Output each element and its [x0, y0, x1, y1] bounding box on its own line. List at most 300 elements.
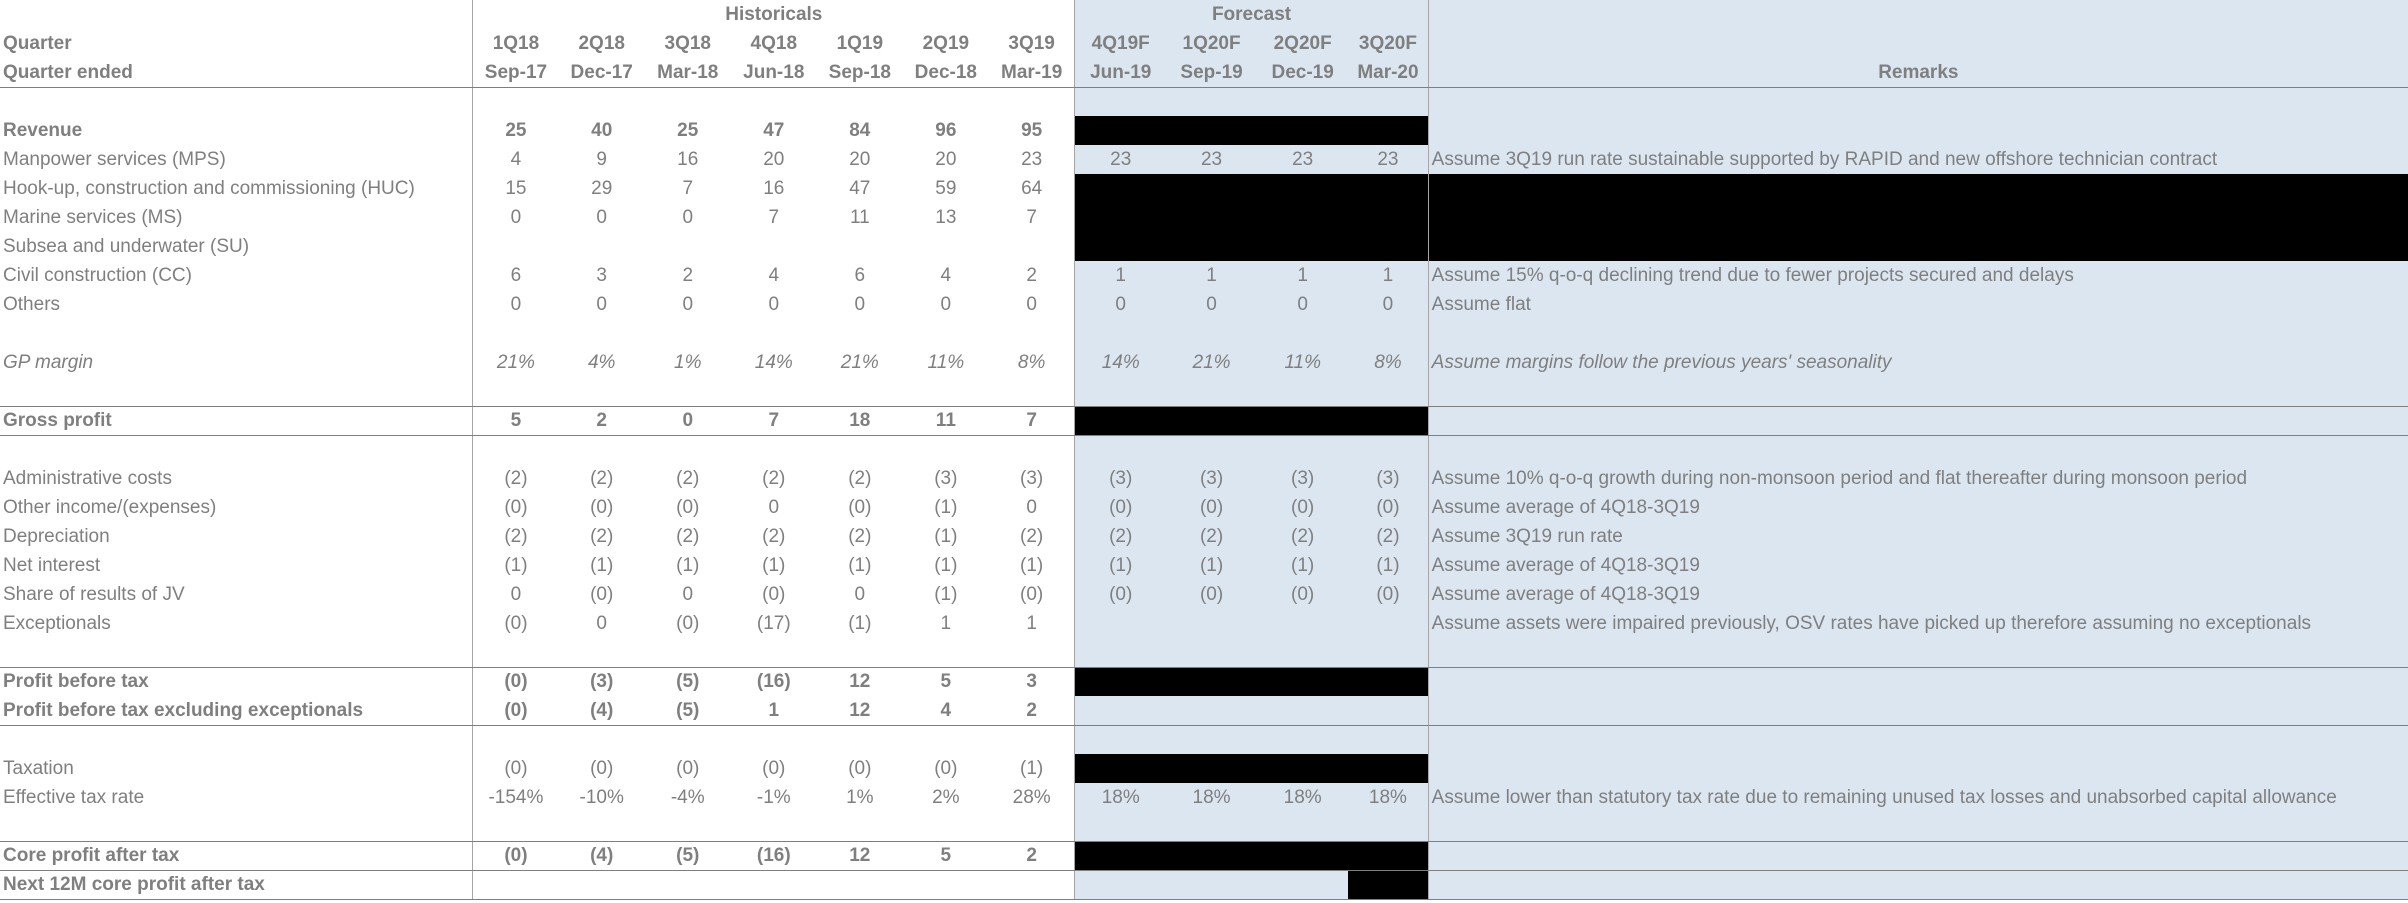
hist-date-header[interactable]: Sep-17 [473, 58, 559, 87]
historical-value-cell[interactable]: 47 [849, 178, 871, 199]
forecast-value-cell[interactable]: 21% [1166, 348, 1257, 377]
historical-value-cell[interactable]: 11 [849, 207, 870, 228]
row-label-cell[interactable] [0, 377, 473, 406]
historical-value-cell[interactable]: (0) [504, 671, 528, 693]
historical-value-cell[interactable] [989, 87, 1075, 116]
remark-blank-cell[interactable] [1428, 406, 2408, 435]
forecast-blank-cell[interactable] [1348, 87, 1428, 116]
historical-value-cell[interactable] [989, 435, 1075, 464]
forecast-blank-cell[interactable] [1257, 609, 1348, 638]
historical-value-cell[interactable]: (2) [590, 526, 614, 547]
hist-quarter-header[interactable]: 1Q19 [836, 33, 884, 54]
forecast-blank-cell[interactable] [1348, 609, 1428, 638]
historical-value-cell[interactable] [559, 232, 645, 261]
historical-value-cell[interactable]: 20 [763, 149, 785, 170]
forecast-value-cell[interactable]: 18% [1075, 783, 1166, 812]
row-label-cell[interactable] [0, 812, 473, 841]
remark-blank-cell[interactable] [1428, 696, 2408, 725]
historical-value-cell[interactable] [989, 232, 1075, 261]
forecast-value-cell[interactable]: (0) [1075, 580, 1166, 609]
forecast-blank-cell[interactable] [1257, 638, 1348, 667]
historical-value-cell[interactable]: (1) [934, 584, 958, 605]
row-label[interactable]: GP margin [0, 348, 473, 377]
historical-value-cell[interactable]: 0 [682, 207, 694, 228]
remark-blank-cell[interactable] [1428, 377, 2408, 406]
historical-value-cell[interactable] [989, 377, 1075, 406]
forecast-value-cell[interactable]: (0) [1348, 580, 1428, 609]
historical-value-cell[interactable]: (0) [590, 584, 614, 605]
historical-value-cell[interactable] [817, 377, 903, 406]
remarks-header[interactable]: Remarks [1428, 58, 2408, 87]
forecast-blank-cell[interactable] [1257, 319, 1348, 348]
redacted-forecast-block[interactable] [1075, 174, 1428, 261]
forecast-value-cell[interactable]: 0 [1166, 290, 1257, 319]
historical-value-cell[interactable] [903, 725, 989, 754]
row-label[interactable]: Marine services (MS) [0, 203, 473, 232]
historical-value-cell[interactable]: (2) [848, 526, 872, 547]
remark-blank-cell[interactable] [1428, 725, 2408, 754]
historical-value-cell[interactable] [817, 87, 903, 116]
historical-value-cell[interactable] [817, 319, 903, 348]
hist-date-header[interactable]: Sep-18 [817, 58, 903, 87]
historical-value-cell[interactable]: (0) [989, 580, 1075, 609]
remark-cell[interactable]: Assume average of 4Q18-3Q19 [1428, 551, 2408, 580]
forecast-blank-cell[interactable] [1257, 435, 1348, 464]
historical-value-cell[interactable]: -4% [670, 787, 705, 808]
forecast-value-cell[interactable]: (1) [1257, 551, 1348, 580]
row-label-cell[interactable] [0, 87, 473, 116]
historical-value-cell[interactable]: 1 [989, 609, 1075, 638]
historical-value-cell[interactable] [559, 319, 645, 348]
historical-value-cell[interactable] [559, 87, 645, 116]
remark-cell[interactable]: Assume flat [1428, 290, 2408, 319]
hist-quarter-header[interactable]: 2Q19 [922, 33, 970, 54]
remark-cell[interactable]: Assume average of 4Q18-3Q19 [1428, 580, 2408, 609]
historicals-header[interactable]: Historicals [473, 0, 1075, 29]
forecast-blank-cell[interactable] [1348, 812, 1428, 841]
historical-value-cell[interactable]: 7 [768, 207, 780, 228]
historical-value-cell[interactable]: 0 [510, 207, 522, 228]
historical-value-cell[interactable] [731, 725, 817, 754]
row-label[interactable]: Next 12M core profit after tax [0, 870, 473, 899]
historical-value-cell[interactable] [989, 812, 1075, 841]
forecast-value-cell[interactable]: 1 [1075, 261, 1166, 290]
historical-value-cell[interactable]: 0 [989, 290, 1075, 319]
historical-value-cell[interactable] [731, 638, 817, 667]
remark-cell[interactable]: Assume assets were impaired previously, OSV rates have picked up therefore assuming no exceptionals [1428, 609, 2408, 638]
historical-value-cell[interactable] [903, 232, 989, 261]
forecast-blank-cell[interactable] [1257, 812, 1348, 841]
quarter-row-label[interactable]: Quarter [0, 29, 473, 58]
hist-date-header[interactable]: Dec-18 [903, 58, 989, 87]
historical-value-cell[interactable]: (3) [934, 468, 958, 489]
historical-value-cell[interactable]: (0) [762, 584, 786, 605]
historical-value-cell[interactable] [903, 87, 989, 116]
historical-value-cell[interactable] [645, 87, 731, 116]
forecast-value-cell[interactable]: (0) [1257, 580, 1348, 609]
historical-value-cell[interactable]: (1) [504, 555, 528, 576]
historical-value-cell[interactable]: -10% [579, 787, 624, 808]
row-label[interactable]: Profit before tax excluding exceptionals [0, 696, 473, 725]
forecast-value-cell[interactable]: 18% [1257, 783, 1348, 812]
historical-value-cell[interactable]: 14% [754, 352, 793, 373]
historical-value-cell[interactable]: (0) [848, 758, 872, 779]
historical-value-cell[interactable]: 96 [935, 120, 957, 141]
forecast-value-cell[interactable]: (2) [1075, 522, 1166, 551]
forecast-value-cell[interactable]: (3) [1257, 464, 1348, 493]
historical-value-cell[interactable] [645, 812, 731, 841]
row-label-cell[interactable] [0, 319, 473, 348]
forecast-value-cell[interactable]: 0 [1257, 290, 1348, 319]
historical-value-cell[interactable]: (3) [989, 464, 1075, 493]
historical-value-cell[interactable]: (0) [848, 497, 872, 518]
row-label[interactable]: Net interest [0, 551, 473, 580]
historical-value-cell[interactable] [559, 870, 645, 899]
header-label-cell[interactable] [0, 0, 473, 29]
forecast-blank-cell[interactable] [1075, 435, 1166, 464]
forecast-value-cell[interactable]: (0) [1166, 580, 1257, 609]
historical-value-cell[interactable]: 8% [989, 348, 1075, 377]
historical-value-cell[interactable]: (4) [559, 841, 645, 870]
historical-value-cell[interactable]: 4 [903, 696, 989, 725]
historical-value-cell[interactable] [473, 812, 559, 841]
historical-value-cell[interactable] [817, 725, 903, 754]
historical-value-cell[interactable]: 6 [854, 265, 866, 286]
row-label[interactable]: Manpower services (MPS) [0, 145, 473, 174]
historical-value-cell[interactable] [731, 319, 817, 348]
remark-cell[interactable]: Assume 3Q19 run rate sustainable supported by RAPID and new offshore technician contract [1428, 145, 2408, 174]
forecast-value-cell[interactable]: 11% [1257, 348, 1348, 377]
forecast-value-cell[interactable]: 0 [1075, 290, 1166, 319]
forecast-blank-cell[interactable] [1257, 725, 1348, 754]
historical-value-cell[interactable]: (1) [848, 555, 872, 576]
historical-value-cell[interactable]: 0 [510, 294, 522, 315]
historical-value-cell[interactable]: -1% [756, 787, 791, 808]
remark-blank-cell[interactable] [1428, 870, 2408, 899]
historical-value-cell[interactable]: 25 [677, 120, 699, 141]
row-label[interactable]: Others [0, 290, 473, 319]
forecast-blank-cell[interactable] [1166, 812, 1257, 841]
forecast-blank-cell[interactable] [1348, 377, 1428, 406]
historical-value-cell[interactable] [989, 638, 1075, 667]
historical-value-cell[interactable] [645, 725, 731, 754]
historical-value-cell[interactable]: 11 [903, 406, 989, 435]
historical-value-cell[interactable] [731, 870, 817, 899]
forecast-date-header[interactable]: Jun-19 [1075, 58, 1166, 87]
forecast-value-cell[interactable]: 8% [1348, 348, 1428, 377]
forecast-blank-cell[interactable] [1166, 609, 1257, 638]
historical-value-cell[interactable]: 2 [682, 265, 694, 286]
historical-value-cell[interactable]: (1) [934, 526, 958, 547]
historical-value-cell[interactable] [731, 377, 817, 406]
forecast-date-header[interactable]: Mar-20 [1348, 58, 1428, 87]
historical-value-cell[interactable]: (2) [848, 468, 872, 489]
forecast-blank-cell[interactable] [1257, 696, 1348, 725]
row-label[interactable]: Taxation [0, 754, 473, 783]
forecast-value-cell[interactable]: 1 [1348, 261, 1428, 290]
forecast-blank-cell[interactable] [1166, 696, 1257, 725]
redacted-forecast-block[interactable] [1348, 870, 1428, 899]
remark-blank-cell[interactable] [1428, 638, 2408, 667]
historical-value-cell[interactable]: 2 [989, 261, 1075, 290]
historical-value-cell[interactable]: (2) [504, 468, 528, 489]
row-label[interactable]: Depreciation [0, 522, 473, 551]
row-label[interactable]: Subsea and underwater (SU) [0, 232, 473, 261]
historical-value-cell[interactable]: (1) [676, 555, 700, 576]
historical-value-cell[interactable]: 16 [677, 149, 699, 170]
historical-value-cell[interactable]: (0) [504, 613, 528, 634]
forecast-quarter-header[interactable]: 1Q20F [1166, 29, 1257, 58]
historical-value-cell[interactable] [473, 870, 559, 899]
forecast-blank-cell[interactable] [1348, 638, 1428, 667]
remark-blank-cell[interactable] [1428, 319, 2408, 348]
historical-value-cell[interactable]: 12 [817, 841, 903, 870]
historical-value-cell[interactable]: 23 [989, 145, 1075, 174]
historical-value-cell[interactable]: 7 [731, 406, 817, 435]
historical-value-cell[interactable]: 12 [817, 696, 903, 725]
remark-cell[interactable]: Assume 10% q-o-q growth during non-monsoon period and flat thereafter during monsoon period [1428, 464, 2408, 493]
historical-value-cell[interactable]: 4% [587, 352, 616, 373]
forecast-value-cell[interactable]: (3) [1166, 464, 1257, 493]
redacted-forecast-block[interactable] [1075, 667, 1428, 696]
hist-date-header[interactable]: Dec-17 [559, 58, 645, 87]
forecast-value-cell[interactable]: 23 [1257, 145, 1348, 174]
historical-value-cell[interactable] [645, 377, 731, 406]
historical-value-cell[interactable]: 0 [989, 493, 1075, 522]
historical-value-cell[interactable]: 4 [510, 149, 522, 170]
historical-value-cell[interactable]: 5 [903, 841, 989, 870]
forecast-value-cell[interactable]: 18% [1166, 783, 1257, 812]
forecast-quarter-header[interactable]: 3Q20F [1348, 29, 1428, 58]
historical-value-cell[interactable] [903, 319, 989, 348]
row-label[interactable]: Hook-up, construction and commissioning (HUC) [0, 174, 473, 203]
historical-value-cell[interactable] [559, 812, 645, 841]
historical-value-cell[interactable]: 5 [940, 671, 952, 693]
forecast-blank-cell[interactable] [1166, 725, 1257, 754]
historical-value-cell[interactable]: 12 [849, 671, 871, 693]
historical-value-cell[interactable] [473, 87, 559, 116]
forecast-blank-cell[interactable] [1075, 87, 1166, 116]
historical-value-cell[interactable]: 1% [674, 352, 702, 373]
historical-value-cell[interactable]: (1) [934, 555, 958, 576]
historical-value-cell[interactable]: 4 [768, 265, 780, 286]
historical-value-cell[interactable]: (2) [989, 522, 1075, 551]
historical-value-cell[interactable]: 1 [731, 696, 817, 725]
historical-value-cell[interactable] [645, 435, 731, 464]
redacted-remark-block[interactable] [1428, 174, 2408, 261]
historical-value-cell[interactable]: 20 [849, 149, 871, 170]
historical-value-cell[interactable]: 16 [763, 178, 785, 199]
forecast-value-cell[interactable]: 1 [1166, 261, 1257, 290]
historical-value-cell[interactable]: 0 [510, 584, 522, 605]
forecast-blank-cell[interactable] [1348, 696, 1428, 725]
hist-date-header[interactable]: Mar-18 [645, 58, 731, 87]
historical-value-cell[interactable]: 4 [940, 265, 952, 286]
historical-value-cell[interactable] [473, 319, 559, 348]
forecast-date-header[interactable]: Sep-19 [1166, 58, 1257, 87]
forecast-blank-cell[interactable] [1166, 319, 1257, 348]
forecast-value-cell[interactable]: (0) [1348, 493, 1428, 522]
forecast-blank-cell[interactable] [1075, 319, 1166, 348]
forecast-value-cell[interactable]: 0 [1348, 290, 1428, 319]
historical-value-cell[interactable]: 0 [854, 294, 866, 315]
historical-value-cell[interactable]: (0) [504, 758, 528, 779]
historical-value-cell[interactable]: (0) [590, 497, 614, 518]
remark-blank-cell[interactable] [1428, 116, 2408, 145]
historical-value-cell[interactable] [903, 812, 989, 841]
remark-cell[interactable]: Assume 15% q-o-q declining trend due to fewer projects secured and delays [1428, 261, 2408, 290]
historical-value-cell[interactable]: 0 [645, 406, 731, 435]
historical-value-cell[interactable] [473, 232, 559, 261]
forecast-value-cell[interactable]: (1) [1166, 551, 1257, 580]
historical-value-cell[interactable]: 25 [505, 120, 527, 141]
remarks-header-blank[interactable] [1428, 29, 2408, 58]
historical-value-cell[interactable]: 40 [591, 120, 613, 141]
forecast-blank-cell[interactable] [1075, 696, 1166, 725]
historical-value-cell[interactable]: 15 [505, 178, 527, 199]
row-label-cell[interactable] [0, 435, 473, 464]
redacted-forecast-block[interactable] [1075, 406, 1428, 435]
historical-value-cell[interactable]: 0 [596, 294, 607, 315]
historical-value-cell[interactable] [473, 725, 559, 754]
historical-value-cell[interactable]: 64 [989, 174, 1075, 203]
historical-value-cell[interactable]: 9 [596, 149, 607, 170]
forecast-value-cell[interactable]: 23 [1348, 145, 1428, 174]
remark-cell[interactable]: Assume 3Q19 run rate [1428, 522, 2408, 551]
forecast-value-cell[interactable]: (0) [1166, 493, 1257, 522]
historical-value-cell[interactable]: 28% [989, 783, 1075, 812]
historical-value-cell[interactable]: 0 [940, 294, 952, 315]
remark-blank-cell[interactable] [1428, 812, 2408, 841]
historical-value-cell[interactable] [817, 232, 903, 261]
row-label[interactable]: Exceptionals [0, 609, 473, 638]
historical-value-cell[interactable]: 1% [846, 787, 874, 808]
remark-cell[interactable]: Assume margins follow the previous years' seasonality [1428, 348, 2408, 377]
historical-value-cell[interactable]: 2% [932, 787, 960, 808]
historical-value-cell[interactable]: 2 [989, 841, 1075, 870]
historical-value-cell[interactable]: (2) [762, 526, 786, 547]
forecast-blank-cell[interactable] [1348, 725, 1428, 754]
historical-value-cell[interactable]: 0 [854, 584, 866, 605]
forecast-blank-cell[interactable] [1348, 435, 1428, 464]
forecast-header[interactable]: Forecast [1075, 0, 1428, 29]
remark-blank-cell[interactable] [1428, 435, 2408, 464]
historical-value-cell[interactable]: (1) [590, 555, 614, 576]
remark-blank-cell[interactable] [1428, 87, 2408, 116]
row-label[interactable]: Core profit after tax [0, 841, 473, 870]
historical-value-cell[interactable] [731, 435, 817, 464]
forecast-blank-cell[interactable] [1166, 87, 1257, 116]
historical-value-cell[interactable] [989, 870, 1075, 899]
historical-value-cell[interactable]: (0) [473, 841, 559, 870]
historical-value-cell[interactable]: 3 [989, 667, 1075, 696]
row-label[interactable]: Revenue [0, 116, 473, 145]
historical-value-cell[interactable]: 5 [473, 406, 559, 435]
forecast-blank-cell[interactable] [1166, 435, 1257, 464]
row-label[interactable]: Civil construction (CC) [0, 261, 473, 290]
forecast-value-cell[interactable]: 23 [1075, 145, 1166, 174]
redacted-forecast-block[interactable] [1075, 754, 1428, 783]
historical-value-cell[interactable]: (0) [676, 758, 700, 779]
forecast-blank-cell[interactable] [1075, 638, 1166, 667]
historical-value-cell[interactable] [903, 377, 989, 406]
historical-value-cell[interactable]: -154% [488, 787, 544, 808]
historical-value-cell[interactable] [559, 435, 645, 464]
historical-value-cell[interactable] [645, 638, 731, 667]
quarter-ended-row-label[interactable]: Quarter ended [0, 58, 473, 87]
historical-value-cell[interactable]: (0) [676, 497, 700, 518]
hist-quarter-header[interactable]: 4Q18 [750, 33, 798, 54]
forecast-blank-cell[interactable] [1166, 377, 1257, 406]
remark-cell[interactable]: Assume average of 4Q18-3Q19 [1428, 493, 2408, 522]
historical-value-cell[interactable]: (2) [676, 468, 700, 489]
forecast-quarter-header[interactable]: 4Q19F [1075, 29, 1166, 58]
historical-value-cell[interactable]: 7 [989, 406, 1075, 435]
historical-value-cell[interactable]: (0) [934, 758, 958, 779]
historical-value-cell[interactable]: (1) [934, 497, 958, 518]
row-label[interactable]: Administrative costs [0, 464, 473, 493]
historical-value-cell[interactable]: 84 [849, 120, 871, 141]
historical-value-cell[interactable] [989, 725, 1075, 754]
historical-value-cell[interactable] [903, 870, 989, 899]
forecast-value-cell[interactable]: 14% [1075, 348, 1166, 377]
remark-blank-cell[interactable] [1428, 841, 2408, 870]
historical-value-cell[interactable] [903, 638, 989, 667]
historical-value-cell[interactable] [731, 232, 817, 261]
forecast-value-cell[interactable]: (2) [1257, 522, 1348, 551]
hist-quarter-header[interactable]: 3Q18 [664, 33, 711, 54]
historical-value-cell[interactable]: (0) [473, 696, 559, 725]
row-label[interactable]: Gross profit [0, 406, 473, 435]
historical-value-cell[interactable]: 21% [840, 352, 879, 373]
historical-value-cell[interactable] [473, 435, 559, 464]
remark-blank-cell[interactable] [1428, 667, 2408, 696]
historical-value-cell[interactable]: (1) [762, 555, 786, 576]
historical-value-cell[interactable] [645, 319, 731, 348]
historical-value-cell[interactable] [645, 870, 731, 899]
historical-value-cell[interactable] [817, 870, 903, 899]
historical-value-cell[interactable]: 47 [763, 120, 785, 141]
forecast-blank-cell[interactable] [1166, 638, 1257, 667]
historical-value-cell[interactable]: 2 [989, 696, 1075, 725]
forecast-blank-cell[interactable] [1075, 377, 1166, 406]
historical-value-cell[interactable]: 1 [940, 613, 952, 634]
forecast-value-cell[interactable]: 1 [1257, 261, 1348, 290]
historical-value-cell[interactable] [817, 812, 903, 841]
historical-value-cell[interactable]: 29 [591, 178, 613, 199]
forecast-value-cell[interactable]: (3) [1348, 464, 1428, 493]
historical-value-cell[interactable]: 0 [682, 294, 694, 315]
historical-value-cell[interactable]: 59 [935, 178, 957, 199]
forecast-value-cell[interactable]: 23 [1166, 145, 1257, 174]
redacted-forecast-block[interactable] [1075, 116, 1428, 145]
forecast-blank-cell[interactable] [1075, 609, 1166, 638]
forecast-value-cell[interactable]: (0) [1075, 493, 1166, 522]
historical-value-cell[interactable] [903, 435, 989, 464]
hist-quarter-header[interactable]: 3Q19 [989, 29, 1075, 58]
remarks-header-blank[interactable] [1428, 0, 2408, 29]
historical-value-cell[interactable]: (17) [756, 613, 791, 634]
forecast-value-cell[interactable]: (1) [1348, 551, 1428, 580]
historical-value-cell[interactable]: (16) [731, 841, 817, 870]
row-label-cell[interactable] [0, 638, 473, 667]
historical-value-cell[interactable] [473, 638, 559, 667]
forecast-blank-cell[interactable] [1257, 377, 1348, 406]
historical-value-cell[interactable] [731, 812, 817, 841]
forecast-value-cell[interactable]: 18% [1348, 783, 1428, 812]
forecast-date-header[interactable]: Dec-19 [1257, 58, 1348, 87]
forecast-value-cell[interactable]: (3) [1075, 464, 1166, 493]
